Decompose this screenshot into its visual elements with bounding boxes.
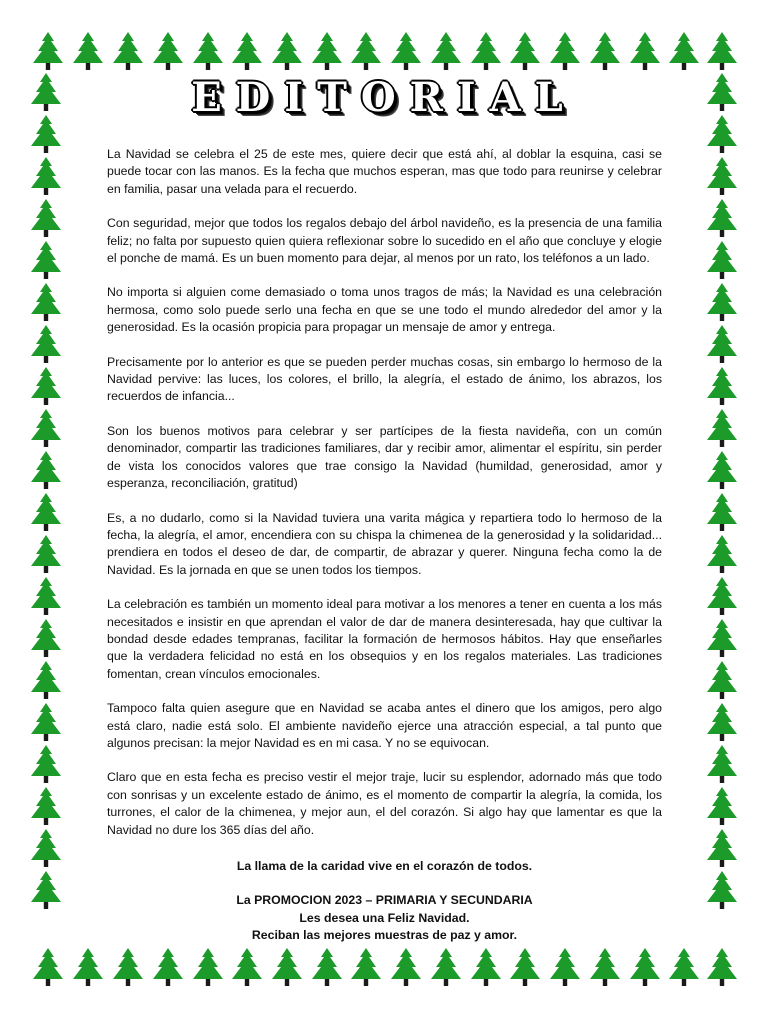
christmas-tree-icon bbox=[33, 948, 63, 986]
christmas-tree-icon bbox=[31, 619, 61, 657]
christmas-tree-icon bbox=[31, 157, 61, 195]
page-title: EDITORIAL bbox=[191, 74, 577, 121]
christmas-tree-icon bbox=[31, 745, 61, 783]
christmas-tree-icon bbox=[707, 241, 737, 279]
christmas-tree-icon bbox=[707, 661, 737, 699]
christmas-tree-icon bbox=[510, 948, 540, 986]
christmas-tree-icon bbox=[590, 32, 620, 70]
signature-line: Les desea una Feliz Navidad. bbox=[299, 910, 470, 925]
christmas-tree-icon bbox=[707, 32, 737, 70]
christmas-tree-icon bbox=[707, 829, 737, 867]
christmas-tree-icon bbox=[272, 32, 302, 70]
christmas-tree-icon bbox=[351, 948, 381, 986]
christmas-tree-icon bbox=[31, 787, 61, 825]
christmas-tree-icon bbox=[707, 325, 737, 363]
christmas-tree-icon bbox=[590, 948, 620, 986]
christmas-tree-icon bbox=[707, 703, 737, 741]
christmas-tree-icon bbox=[391, 948, 421, 986]
christmas-tree-icon bbox=[471, 32, 501, 70]
christmas-tree-icon bbox=[510, 32, 540, 70]
christmas-tree-icon bbox=[153, 32, 183, 70]
christmas-tree-icon bbox=[31, 325, 61, 363]
christmas-tree-icon bbox=[153, 948, 183, 986]
christmas-tree-icon bbox=[73, 948, 103, 986]
christmas-tree-icon bbox=[707, 199, 737, 237]
christmas-tree-icon bbox=[33, 32, 63, 70]
christmas-tree-icon bbox=[31, 241, 61, 279]
christmas-tree-icon bbox=[707, 451, 737, 489]
christmas-tree-icon bbox=[312, 948, 342, 986]
paragraph: Son los buenos motivos para celebrar y ser partícipes de la fiesta navideña, con un común denominador, compartir las tradiciones familiares, dar y recibir amor, alimentar el espíritu, sin perder de vista los conocidos valores que trae consigo la Navidad (humildad, generosidad, amor y esperanza, reconciliación, gratitud) bbox=[107, 423, 662, 491]
christmas-tree-icon bbox=[707, 787, 737, 825]
paragraph: La Navidad se celebra el 25 de este mes, quiere decir que está ahí, al doblar la esquina, casi se puede tocar con las manos. Es la fecha que muchos esperan, mas que todo para reunirse y celebrar en familia, pasar una velada para el recuerdo. bbox=[107, 147, 662, 196]
paragraph: No importa si alguien come demasiado o toma unos tragos de más; la Navidad es una celebración hermosa, como solo puede serlo una fecha en que se une todo el mundo alrededor del amor y la generosidad. Es la ocasión propicia para propagar un mensaje de amor y entrega. bbox=[107, 285, 662, 335]
signature-line: Reciban las mejores muestras de paz y amor. bbox=[251, 928, 518, 943]
christmas-tree-icon bbox=[550, 32, 580, 70]
christmas-tree-icon bbox=[31, 493, 61, 531]
closing-motto: La llama de la caridad vive en el corazón de todos. bbox=[236, 859, 533, 873]
signature-line: La PROMOCION 2023 – PRIMARIA Y SECUNDARIA bbox=[236, 893, 533, 908]
christmas-tree-icon bbox=[707, 948, 737, 986]
christmas-tree-icon bbox=[113, 948, 143, 986]
christmas-tree-icon bbox=[471, 948, 501, 986]
christmas-tree-icon bbox=[232, 948, 262, 986]
christmas-tree-icon bbox=[630, 948, 660, 986]
christmas-tree-icon bbox=[707, 367, 737, 405]
christmas-tree-icon bbox=[31, 283, 61, 321]
closing-message bbox=[107, 858, 662, 945]
christmas-tree-icon bbox=[31, 451, 61, 489]
christmas-tree-icon bbox=[312, 32, 342, 70]
christmas-tree-icon bbox=[31, 199, 61, 237]
christmas-tree-icon bbox=[707, 409, 737, 447]
christmas-tree-icon bbox=[31, 661, 61, 699]
christmas-tree-icon bbox=[431, 32, 461, 70]
paragraph: La celebración es también un momento ideal para motivar a los menores a tener en cuenta a los más necesitados e insistir en que aprendan el valor de dar de manera desinteresada, hay que cultivar la bondad desde edades tempranas, facilitar la formación de hermosos hábitos. Hay que enseñarles que la verdadera felicidad no está en los obsequios y en los regalos materiales. Las tradiciones fomentan, crean vínculos emocionales. bbox=[107, 597, 662, 681]
christmas-tree-icon bbox=[193, 32, 223, 70]
christmas-tree-icon bbox=[707, 871, 737, 909]
christmas-tree-icon bbox=[31, 703, 61, 741]
christmas-tree-icon bbox=[31, 577, 61, 615]
christmas-tree-icon bbox=[707, 283, 737, 321]
paragraph: Es, a no dudarlo, como si la Navidad tuviera una varita mágica y repartiera todo lo hermoso de la fecha, la alegría, el amor, encendiera con su chispa la chimenea de la generosidad y la solidaridad... prendiera en todos el deseo de dar, de compartir, de abrazar y querer. Ninguna fecha como la de Navidad. Es la jornada en que se unen todos los tiempos. bbox=[107, 510, 662, 577]
christmas-tree-icon bbox=[707, 577, 737, 615]
christmas-tree-icon bbox=[272, 948, 302, 986]
christmas-tree-icon bbox=[431, 948, 461, 986]
christmas-tree-icon bbox=[232, 32, 262, 70]
paragraph: Claro que en esta fecha es preciso vestir el mejor traje, lucir su esplendor, adornado más que todo con sonrisas y un excelente estado de ánimo, es el momento de compartir la alegría, la comida, los turrones, el calor de la chimenea, y mejor aun, el del corazón. Si algo hay que lamentar es que la Navidad no dure los 365 días del año. bbox=[107, 770, 662, 837]
christmas-tree-icon bbox=[707, 619, 737, 657]
christmas-tree-icon bbox=[707, 493, 737, 531]
christmas-tree-icon bbox=[669, 948, 699, 986]
christmas-tree-icon bbox=[669, 32, 699, 70]
editorial-body bbox=[107, 146, 662, 856]
christmas-tree-icon bbox=[31, 535, 61, 573]
christmas-tree-icon bbox=[31, 409, 61, 447]
christmas-tree-icon bbox=[31, 871, 61, 909]
paragraph: Con seguridad, mejor que todos los regalos debajo del árbol navideño, es la presencia de una familia feliz; no falta por supuesto quien quiera reflexionar sobre lo sucedido en el año que concluye y elogie el ponche de mamá. Es un buen momento para dejar, al menos por un rato, los teléfonos a un lado. bbox=[107, 216, 662, 266]
christmas-tree-icon bbox=[707, 157, 737, 195]
paragraph: Tampoco falta quien asegure que en Navidad se acaba antes el dinero que los amigos, pero algo está claro, nadie está solo. El ambiente navideño ejerce una atracción especial, a tal punto que algunos precisan: la mejor Navidad es en mi casa. Y no se equivocan. bbox=[107, 701, 662, 750]
christmas-tree-icon bbox=[391, 32, 421, 70]
christmas-tree-icon bbox=[73, 32, 103, 70]
christmas-tree-icon bbox=[113, 32, 143, 70]
christmas-tree-icon bbox=[707, 745, 737, 783]
paragraph: Precisamente por lo anterior es que se pueden perder muchas cosas, sin embargo lo hermoso de la Navidad pervive: las luces, los colores, el brillo, la alegría, el estado de ánimo, los abrazos, los recuerdos de infancia... bbox=[107, 354, 662, 404]
christmas-tree-icon bbox=[351, 32, 381, 70]
christmas-tree-icon bbox=[550, 948, 580, 986]
christmas-tree-icon bbox=[707, 535, 737, 573]
christmas-tree-icon bbox=[31, 367, 61, 405]
christmas-tree-icon bbox=[31, 829, 61, 867]
christmas-tree-icon bbox=[193, 948, 223, 986]
christmas-tree-icon bbox=[630, 32, 660, 70]
